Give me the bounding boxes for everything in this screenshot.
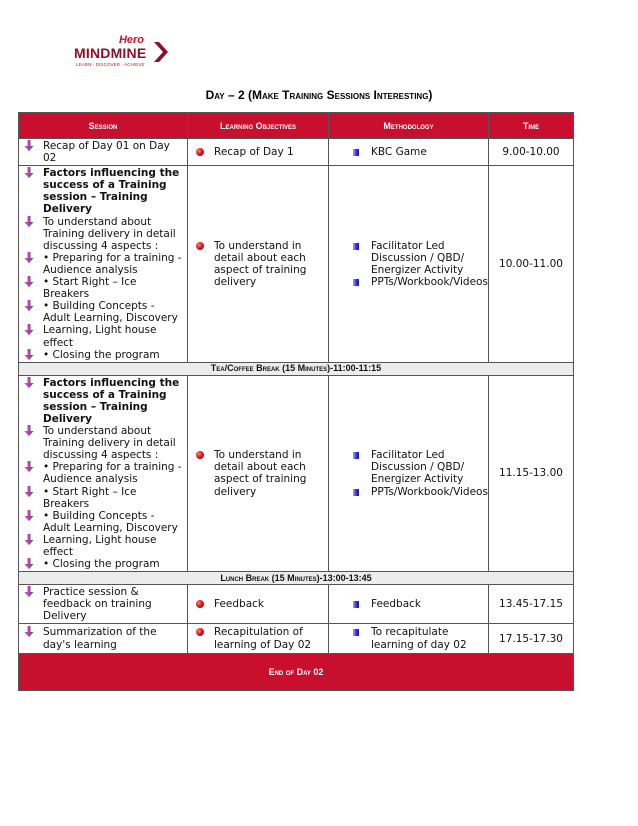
- schedule-table: [18, 112, 574, 691]
- arrow-down-icon: [23, 626, 35, 638]
- arrow-down-icon: [23, 300, 35, 312]
- methodology-item: [371, 240, 482, 276]
- objective-cell: [188, 139, 329, 166]
- session-item: [43, 425, 183, 461]
- session-item: [43, 510, 183, 534]
- session-item: [43, 461, 183, 485]
- arrow-down-icon: [23, 425, 35, 437]
- methodology-item: [371, 485, 488, 498]
- time-cell: 13.45-17.15: [489, 585, 574, 624]
- objective-cell: [188, 375, 329, 572]
- break-label: Lunch Break (15 Minutes)-13:00-13:45: [19, 572, 574, 585]
- blue-square-icon: [353, 489, 359, 496]
- methodology-item-text: PPTs/Workbook/Videos: [371, 485, 488, 498]
- objective-cell: [188, 624, 329, 653]
- blue-square-icon: [353, 149, 359, 156]
- session-cell: [19, 624, 188, 653]
- arrow-down-icon: [23, 349, 35, 361]
- session-item-text: Factors influencing the success of a Training session – Training Delivery: [43, 376, 180, 425]
- session-item-text: • Preparing for a training - Audience analysis: [43, 461, 182, 486]
- methodology-item-text: KBC Game: [371, 146, 427, 159]
- objective-item: [214, 146, 322, 158]
- methodology-item-text: Facilitator Led Discussion / QBD/ Energizer Activity: [371, 239, 465, 276]
- time-cell: 9.00-10.00: [489, 139, 574, 166]
- methodology-item-text: PPTs/Workbook/Videos: [371, 276, 488, 289]
- logo-hero-text: Hero: [118, 34, 144, 46]
- arrow-down-icon: [23, 486, 35, 498]
- arrow-down-icon: [23, 586, 35, 598]
- session-item-text: Learning, Light house effect: [43, 533, 157, 558]
- session-item-text: Practice session & feedback on training Delivery: [43, 586, 152, 623]
- arrow-down-icon: [23, 534, 35, 546]
- session-item: [43, 276, 183, 300]
- arrow-down-icon: [23, 461, 35, 473]
- session-item-text: • Start Right – Ice Breakers: [43, 485, 137, 510]
- session-cell: [19, 166, 188, 363]
- break-row: [19, 572, 574, 585]
- methodology-item-text: To recapitulate learning of day 02: [371, 626, 467, 651]
- session-item: [43, 252, 183, 276]
- session-cell: [19, 585, 188, 624]
- header-methodology: Methodology: [329, 113, 489, 139]
- objective-item-text: To understand in detail about each aspect of training delivery: [214, 239, 307, 289]
- methodology-cell: [329, 375, 489, 572]
- objective-cell: [188, 166, 329, 363]
- table-row: [19, 585, 574, 624]
- logo-tagline: LEARN · DISCOVER · ACHIEVE: [76, 62, 145, 67]
- objective-item: [214, 449, 322, 497]
- methodology-item: [371, 449, 482, 485]
- session-item: [43, 534, 183, 558]
- red-dot-icon: [196, 628, 204, 636]
- objective-item-text: Feedback: [214, 598, 265, 611]
- arrow-down-icon: [23, 216, 35, 228]
- objective-item: [214, 626, 322, 650]
- red-dot-icon: [196, 242, 204, 250]
- blue-square-icon: [353, 629, 359, 636]
- methodology-cell: [329, 139, 489, 166]
- logo-chevron-icon: [152, 41, 170, 63]
- methodology-item: [371, 146, 482, 158]
- methodology-item: [371, 626, 482, 650]
- session-item: [43, 140, 183, 164]
- methodology-item: [371, 598, 482, 610]
- session-item: [43, 324, 183, 348]
- blue-square-icon: [353, 279, 359, 286]
- table-row: [19, 624, 574, 653]
- session-item-text: • Building Concepts - Adult Learning, Discovery: [43, 509, 178, 534]
- break-row: [19, 362, 574, 375]
- header-objectives: Learning Objectives: [188, 113, 329, 139]
- break-label: Tea/Coffee Break (15 Minutes)-11:00-11:15: [19, 362, 574, 375]
- session-cell: [19, 139, 188, 166]
- logo-main-text: MINDMINE: [74, 45, 147, 61]
- session-item: [43, 216, 183, 252]
- company-logo: [74, 34, 174, 70]
- session-item-text: • Preparing for a training - Audience analysis: [43, 251, 182, 276]
- methodology-cell: [329, 166, 489, 363]
- end-of-day-row: [19, 653, 574, 690]
- arrow-down-icon: [23, 510, 35, 522]
- time-cell: 11.15-13.00: [489, 375, 574, 572]
- session-item: [43, 300, 183, 324]
- session-item-text: • Building Concepts - Adult Learning, Discovery: [43, 300, 178, 325]
- session-item-text: • Closing the program: [43, 558, 160, 571]
- objective-item-text: To understand in detail about each aspect of training delivery: [214, 449, 307, 498]
- end-of-day-label: End of Day 02: [19, 653, 574, 690]
- blue-square-icon: [353, 452, 359, 459]
- header-time: Time: [489, 113, 574, 139]
- arrow-down-icon: [23, 167, 35, 179]
- session-item: [43, 377, 183, 425]
- objective-cell: [188, 585, 329, 624]
- table-row: [19, 166, 574, 363]
- red-dot-icon: [196, 451, 204, 459]
- table-row: [19, 139, 574, 166]
- table-header-row: [19, 113, 574, 139]
- arrow-down-icon: [23, 558, 35, 570]
- session-item-text: • Start Right – Ice Breakers: [43, 276, 137, 301]
- methodology-cell: [329, 624, 489, 653]
- methodology-cell: [329, 585, 489, 624]
- arrow-down-icon: [23, 324, 35, 336]
- session-item: [43, 349, 183, 361]
- session-item-text: • Closing the program: [43, 348, 160, 361]
- session-item: [43, 626, 183, 650]
- session-item-text: Summarization of the day's learning: [43, 626, 157, 651]
- blue-square-icon: [353, 243, 359, 250]
- session-item-text: To understand about Training delivery in detail discussing 4 aspects :: [43, 425, 176, 462]
- session-item: [43, 558, 183, 570]
- arrow-down-icon: [23, 140, 35, 152]
- table-row: [19, 375, 574, 572]
- red-dot-icon: [196, 148, 204, 156]
- arrow-down-icon: [23, 377, 35, 389]
- blue-square-icon: [353, 601, 359, 608]
- red-dot-icon: [196, 600, 204, 608]
- session-item: [43, 586, 183, 622]
- session-item-text: To understand about Training delivery in detail discussing 4 aspects :: [43, 215, 176, 252]
- objective-item: [214, 598, 322, 610]
- time-cell: 10.00-11.00: [489, 166, 574, 363]
- objective-item: [214, 240, 322, 288]
- methodology-item-text: Facilitator Led Discussion / QBD/ Energizer Activity: [371, 449, 465, 486]
- session-cell: [19, 375, 188, 572]
- session-item-text: Learning, Light house effect: [43, 324, 157, 349]
- header-session: Session: [19, 113, 188, 139]
- time-cell: 17.15-17.30: [489, 624, 574, 653]
- methodology-item-text: Feedback: [371, 598, 422, 611]
- methodology-item: [371, 276, 488, 289]
- session-item-text: Factors influencing the success of a Training session – Training Delivery: [43, 167, 180, 216]
- arrow-down-icon: [23, 276, 35, 288]
- session-item: [43, 167, 183, 215]
- arrow-down-icon: [23, 252, 35, 264]
- session-item: [43, 486, 183, 510]
- objective-item-text: Recap of Day 1: [214, 146, 294, 159]
- objective-item-text: Recapitulation of learning of Day 02: [214, 626, 312, 651]
- page-title: Day – 2 (Make Training Sessions Interesting): [205, 88, 433, 102]
- session-item-text: Recap of Day 01 on Day 02: [43, 140, 170, 165]
- schedule-body: [19, 139, 574, 654]
